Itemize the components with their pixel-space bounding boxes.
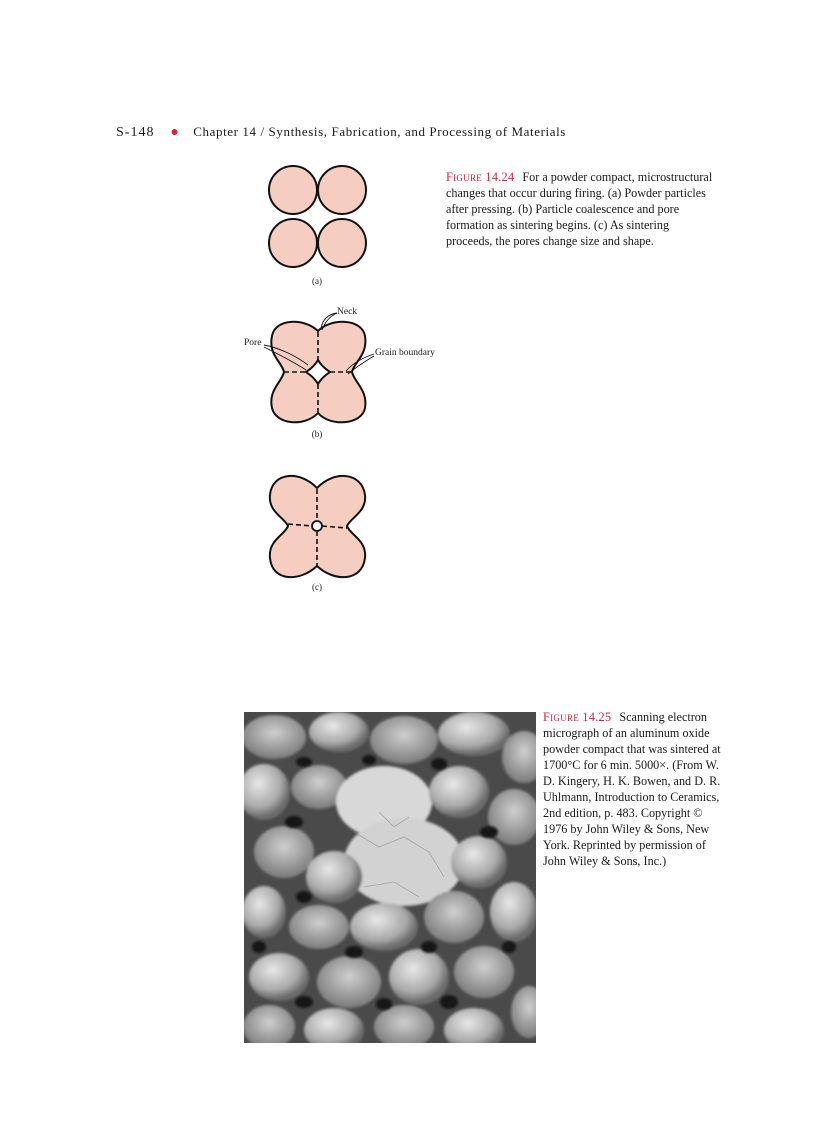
sem-micrograph: [244, 712, 536, 1043]
figure-14-25-caption: [543, 709, 723, 869]
particle-circle: [269, 219, 317, 267]
caption-text: Scanning electron micrograph of an aluminum oxide powder compact that was sintered at 1700°C for 6 min. 5000×. (From W. D. Kingery, H. K. Bowen, and D. R. Uhlmann, Introduction to Ceramics, 2nd edition, p. 483. Copyright © 1976 by John Wiley & Sons, New York. Reprinted by permission of John Wiley & Sons, Inc.): [543, 710, 721, 868]
sub-label-a: (a): [312, 276, 322, 286]
chapter-title: Chapter 14 / Synthesis, Fabrication, and Processing of Materials: [193, 124, 566, 139]
pore-shape: [312, 521, 322, 531]
figure-label: Figure 14.24: [446, 170, 515, 184]
figure-label: Figure 14.25: [543, 710, 612, 724]
particle-circle: [318, 219, 366, 267]
figure-14-24-caption: [446, 169, 716, 249]
sem-micrograph-texture: [244, 712, 536, 1043]
sub-label-c: (c): [312, 582, 322, 592]
bullet-icon: ●: [170, 125, 180, 140]
callout-neck: Neck: [337, 307, 358, 317]
particle-circle: [318, 166, 366, 214]
caption-text: For a powder compact, microstructural changes that occur during firing. (a) Powder particles after pressing. (b) Particle coalescence and pore formation as sintering begins. (c) As sintering proceeds, the pores change size and shape.: [446, 170, 713, 248]
particle-group-a: [269, 166, 366, 267]
callout-grain-boundary: Grain boundary: [375, 348, 435, 358]
page-number: S-148: [116, 125, 155, 140]
callout-pore: Pore: [244, 338, 262, 348]
sub-label-b: (b): [311, 429, 323, 439]
particle-circle: [269, 166, 317, 214]
